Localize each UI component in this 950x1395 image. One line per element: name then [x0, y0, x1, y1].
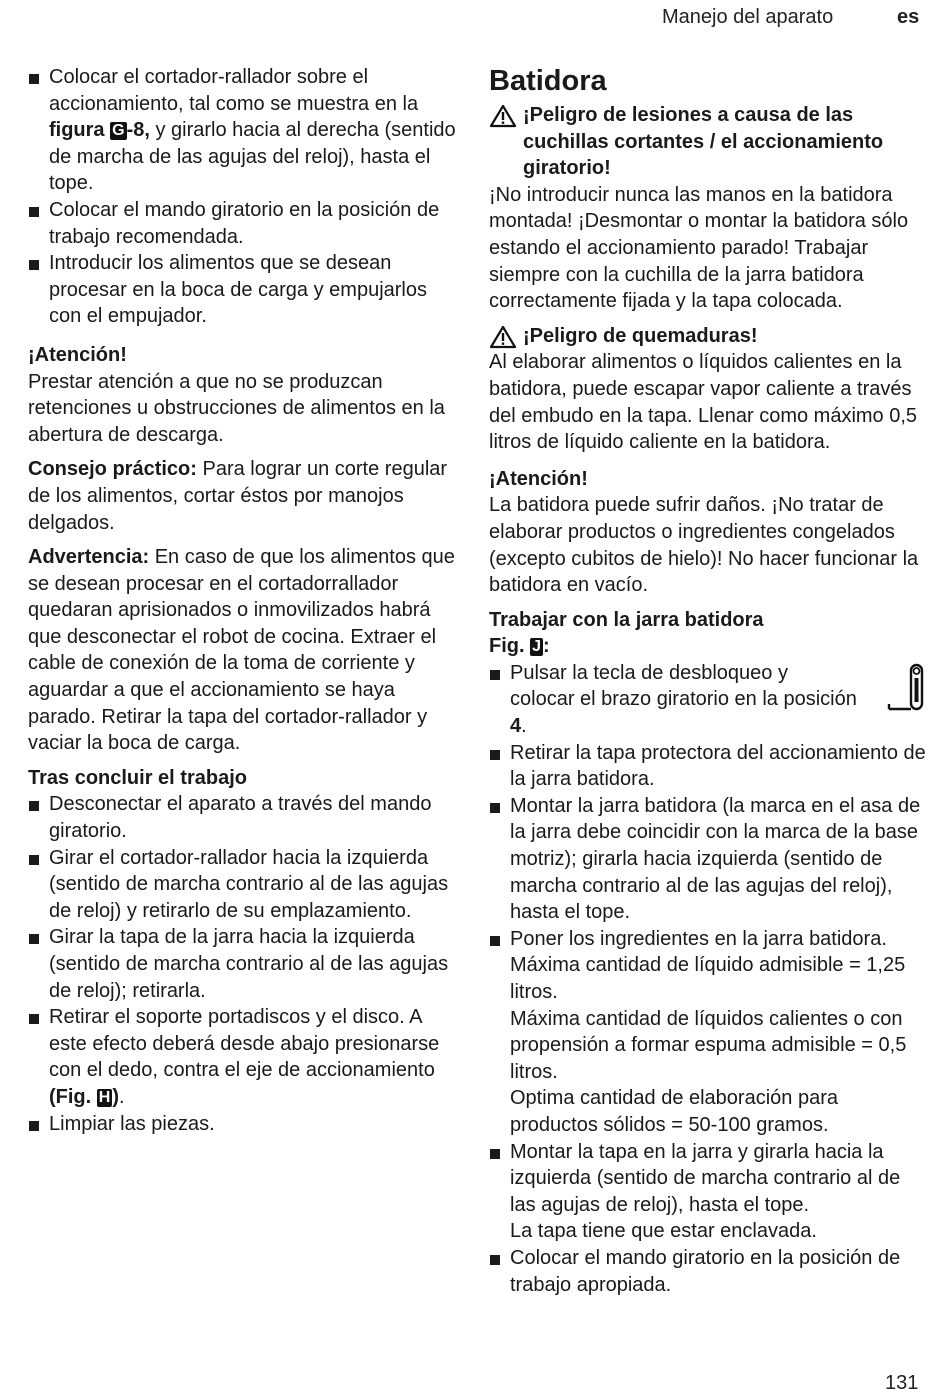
mounting-steps-list [28, 64, 458, 330]
tip-label: Consejo práctico: [28, 458, 197, 481]
list-item: Retirar la tapa protectora del accionamiento de la jarra batidora. [489, 740, 927, 793]
after-work-list [28, 791, 458, 1137]
list-item: Introducir los alimentos que se desean procesar en la boca de carga y empujarlos con el empujador. [28, 250, 458, 330]
list-item: Limpiar las piezas. [28, 1111, 458, 1138]
page-number: 131 [885, 1372, 919, 1394]
header-section-title: Manejo del aparato [662, 6, 834, 28]
list-item: Colocar el mando giratorio en la posición de trabajo recomendada. [28, 197, 458, 250]
attention-heading: ¡Atención! [489, 467, 588, 490]
danger-injury-text: ¡No introducir nunca las manos en la batidora montada! ¡Desmontar o montar la batidora sólo estando el accionamiento parado! Trabajar siempre con la cuchilla de la jarra batidora correctamente fijada y la tapa colocada. [489, 183, 909, 313]
warning-paragraph: Advertencia: En caso de que los alimentos que se desean procesar en el cortadorrallador quedaran aprisionados o inmovilizados habrá que desconectar el robot de cocina. Extraer el cable de conexión de la toma de corriente y aguardar a que el accionamiento se haya parado. Retirar la tapa del cortador-rallador y vaciar la boca de carga. [28, 546, 455, 755]
list-item: Montar la tapa en la jarra y girarla hacia la izquierda (sentido de marcha contrario al de las agujas de reloj), hasta el tope. La tapa tiene que estar enclavada. [489, 1139, 927, 1245]
swivel-arm-position-icon [887, 662, 927, 714]
figure-letter-j-icon: J [532, 638, 542, 656]
list-item: Desconectar el aparato a través del mando giratorio. [28, 791, 458, 844]
attention-heading: ¡Atención! [28, 343, 127, 366]
list-item: Girar la tapa de la jarra hacia la izquierda (sentido de marcha contrario al de las agujas de reloj); retirarla. [28, 924, 458, 1004]
list-item: Colocar el cortador-rallador sobre el accionamiento, tal como se muestra en la figura G -8, y girarlo hacia al derecha (sentido de marcha de las agujas del reloj), hasta el tope. [28, 64, 458, 197]
danger-injury-heading: ¡Peligro de lesiones a causa de las cuchillas cortantes / el accionamiento giratorio! [489, 102, 927, 182]
blender-steps-list [489, 660, 927, 1298]
list-item: Colocar el mando giratorio en la posición de trabajo apropiada. [489, 1245, 927, 1298]
list-item: Poner los ingredientes en la jarra batidora. Máxima cantidad de líquido admisible = 1,25 litros. Máxima cantidad de líquidos calientes o con propensión a formar espuma admisible = 0,5 litros. Optima cantidad de elaboración para productos sólidos = 50-100 gramos. [489, 926, 927, 1139]
right-column [489, 64, 927, 1298]
list-item: Montar la jarra batidora (la marca en el asa de la jarra debe coincidir con la marca de la base motriz); girarla hacia izquierda (sentido de marcha contrario al de las agujas del reloj), hasta el tope. [489, 793, 927, 926]
attention-text: La batidora puede sufrir daños. ¡No tratar de elaborar productos o ingredientes congelados (excepto cubitos de hielo)! No hacer funcionar la batidora en vacío. [489, 494, 919, 597]
after-work-heading: Tras concluir el trabajo [28, 766, 247, 789]
tip-paragraph: Consejo práctico: Para lograr un corte regular de los alimentos, cortar éstos por manojos delgados. [28, 458, 448, 534]
list-item: Pulsar la tecla de desbloqueo y colocar el brazo giratorio en la posición 4. [489, 660, 927, 740]
figure-reference: Fig. J : [489, 635, 550, 658]
list-item: Girar el cortador-rallador hacia la izquierda (sentido de marcha contrario al de las agujas de reloj) y retirarlo de su emplazamiento. [28, 845, 458, 925]
figure-letter-h-icon: H [98, 1088, 111, 1106]
danger-burn-heading: ¡Peligro de quemaduras! [489, 323, 927, 350]
warning-label: Advertencia: [28, 546, 150, 569]
section-title: Batidora [489, 65, 607, 97]
work-with-blender-heading: Trabajar con la jarra batidora [489, 608, 764, 631]
attention-text: Prestar atención a que no se produzcan retenciones u obstrucciones de alimentos en la abertura de descarga. [28, 370, 445, 446]
warning-triangle-icon [489, 104, 517, 128]
left-column [28, 64, 458, 1137]
header-language-code: es [897, 6, 920, 28]
danger-burn-text: Al elaborar alimentos o líquidos calientes en la batidora, puede escapar vapor caliente a través del embudo en la tapa. Llenar como máximo 0,5 litros de líquido caliente en la batidora. [489, 351, 918, 454]
list-item: Retirar el soporte portadiscos y el disco. A este efecto deberá desde abajo presionarse con el dedo, contra el eje de accionamiento (Fig. H ). [28, 1004, 458, 1110]
warning-triangle-icon [489, 325, 517, 349]
figure-letter-g-icon: G [112, 122, 125, 140]
